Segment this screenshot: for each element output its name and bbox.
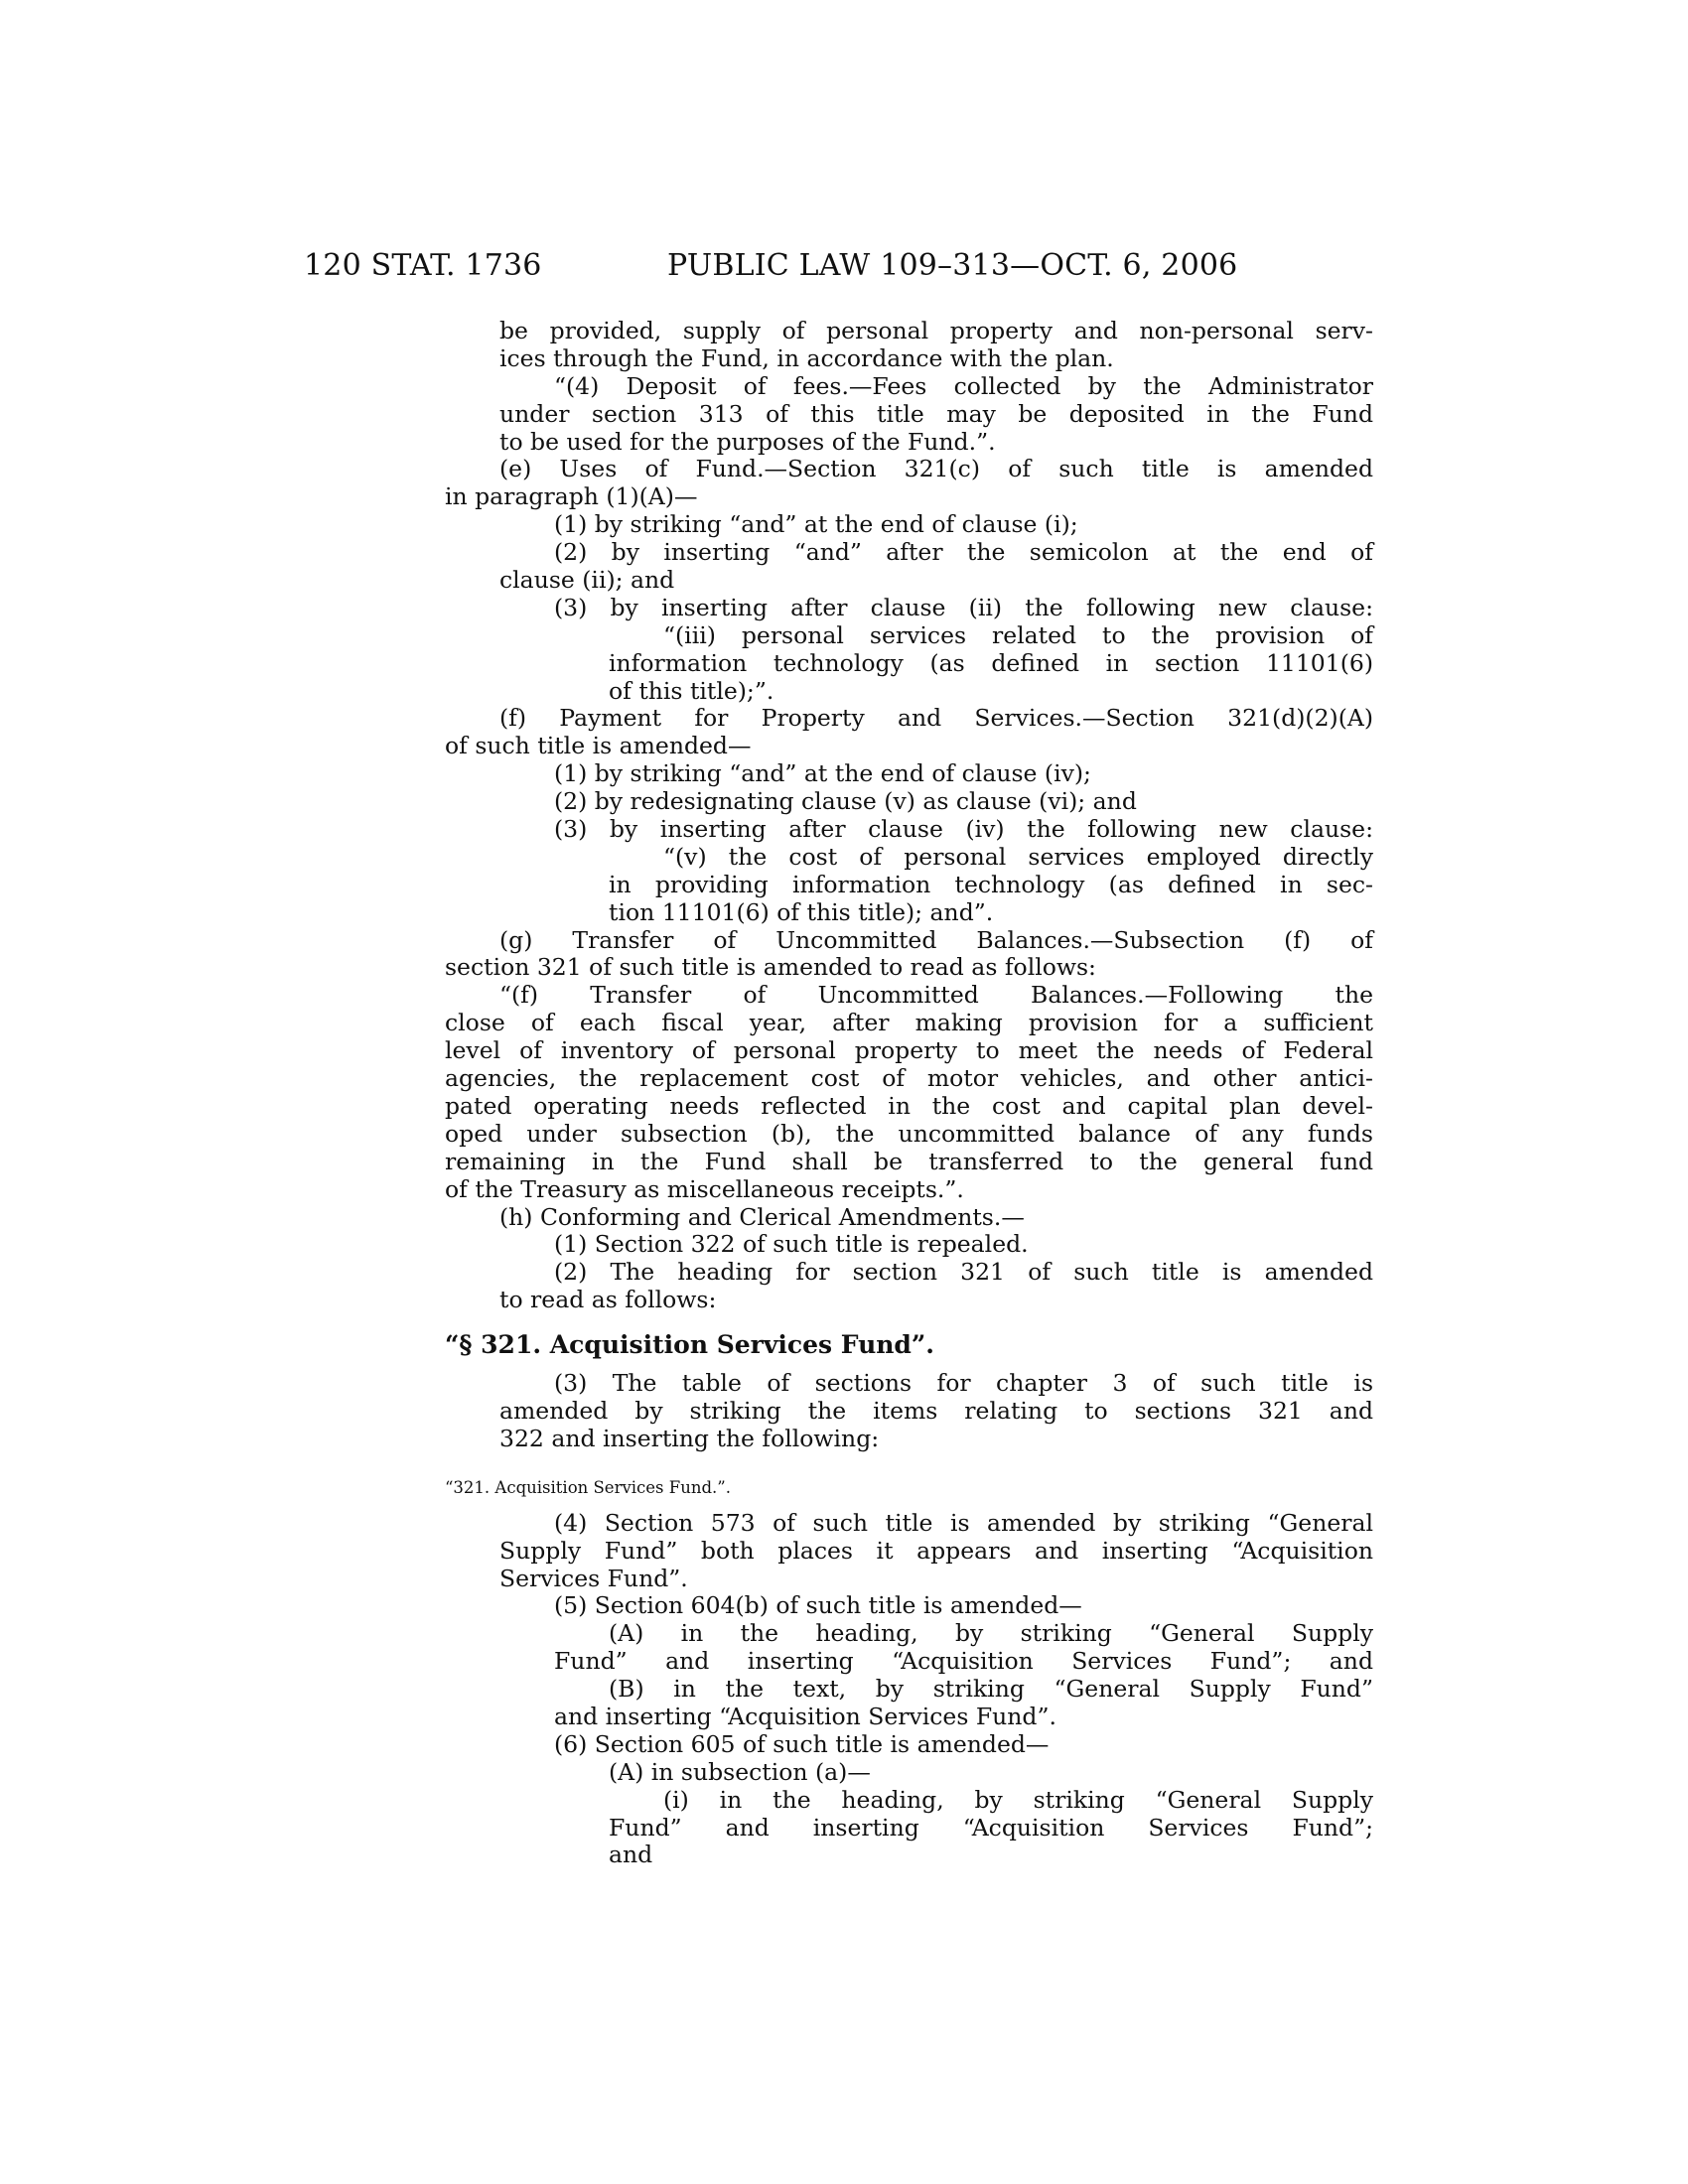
text-line: (3) by inserting after clause (ii) the following new clause:: [554, 593, 1373, 621]
text-line: close of each fiscal year, after making provision for a sufficient: [445, 1009, 1373, 1037]
text-line: of such title is amended—: [445, 732, 752, 760]
text-line: (g) Transfer of Uncommitted Balances.—Subsection (f) of: [499, 925, 1373, 954]
text-line: Fund” and inserting “Acquisition Services Fund”; and: [554, 1647, 1373, 1676]
table-of-sections-entry: “321. Acquisition Services Fund.”.: [445, 1477, 731, 1497]
text-line: ices through the Fund, in accordance with the plan.: [499, 343, 1114, 372]
text-line: (f) Payment for Property and Services.—Section 321(d)(2)(A): [499, 704, 1373, 733]
text-line: in providing information technology (as defined in sec-: [609, 870, 1373, 898]
text-line: be provided, supply of personal property and non-personal serv-: [499, 317, 1373, 344]
text-line: (1) by striking “and” at the end of clause (i);: [554, 510, 1078, 539]
text-line: of the Treasury as miscellaneous receipts.”.: [445, 1174, 964, 1203]
text-line: (1) by striking “and” at the end of clause (iv);: [554, 759, 1091, 788]
text-line: (A) in the heading, by striking “General Supply: [609, 1619, 1373, 1648]
text-line: pated operating needs reflected in the cost and capital plan devel-: [445, 1091, 1373, 1120]
text-line: (A) in subsection (a)—: [609, 1757, 871, 1786]
text-line: under section 313 of this title may be deposited in the Fund: [499, 399, 1373, 428]
text-line: and: [609, 1841, 653, 1869]
text-line: (2) The heading for section 321 of such title is amended: [554, 1258, 1373, 1287]
text-line: (1) Section 322 of such title is repealed.: [554, 1230, 1029, 1259]
text-line: amended by striking the items relating to sections 321 and: [499, 1396, 1373, 1425]
text-line: Services Fund”.: [499, 1564, 688, 1592]
text-line: Supply Fund” both places it appears and inserting “Acquisition: [499, 1536, 1373, 1565]
text-line: to be used for the purposes of the Fund.”.: [499, 427, 996, 456]
text-line: “(iii) personal services related to the provision of: [663, 620, 1373, 649]
text-line: (e) Uses of Fund.—Section 321(c) of such title is amended: [499, 455, 1373, 483]
text-line: “(v) the cost of personal services employed directly: [663, 842, 1373, 871]
section-heading: “§ 321. Acquisition Services Fund”.: [445, 1330, 934, 1360]
text-line: clause (ii); and: [499, 566, 675, 595]
text-line: agencies, the replacement cost of motor vehicles, and other antici-: [445, 1064, 1373, 1093]
text-line: Fund” and inserting “Acquisition Services Fund”;: [609, 1813, 1373, 1842]
text-line: (4) Section 573 of such title is amended by striking “General: [554, 1508, 1373, 1537]
running-header: PUBLIC LAW 109–313—OCT. 6, 2006: [667, 248, 1238, 283]
text-line: (6) Section 605 of such title is amended—: [554, 1729, 1050, 1758]
text-line: information technology (as defined in section 11101(6): [609, 648, 1373, 677]
text-line: (2) by redesignating clause (v) as clause (vi); and: [554, 787, 1137, 816]
text-line: “(f) Transfer of Uncommitted Balances.—Following the: [499, 981, 1373, 1010]
text-line: (2) by inserting “and” after the semicolon at the end of: [554, 538, 1373, 567]
text-line: level of inventory of personal property to meet the needs of Federal: [445, 1036, 1373, 1065]
text-line: section 321 of such title is amended to read as follows:: [445, 953, 1096, 982]
text-line: tion 11101(6) of this title); and”.: [609, 897, 994, 926]
text-line: (3) The table of sections for chapter 3 of such title is: [554, 1369, 1373, 1398]
text-line: of this title);”.: [609, 676, 774, 705]
text-line: in paragraph (1)(A)—: [445, 482, 698, 511]
text-line: (3) by inserting after clause (iv) the following new clause:: [554, 815, 1373, 844]
text-line: (5) Section 604(b) of such title is amended—: [554, 1591, 1082, 1620]
text-line: oped under subsection (b), the uncommitted balance of any funds: [445, 1119, 1373, 1148]
text-line: remaining in the Fund shall be transferred to the general fund: [445, 1147, 1373, 1175]
page-citation: 120 STAT. 1736: [304, 248, 542, 283]
text-line: “(4) Deposit of fees.—Fees collected by the Administrator: [554, 371, 1373, 400]
text-line: (i) in the heading, by striking “General Supply: [663, 1785, 1373, 1814]
text-line: 322 and inserting the following:: [499, 1424, 880, 1452]
text-line: (h) Conforming and Clerical Amendments.—: [499, 1202, 1025, 1231]
text-line: to read as follows:: [499, 1286, 717, 1314]
text-line: (B) in the text, by striking “General Supply Fund”: [609, 1675, 1373, 1704]
text-line: and inserting “Acquisition Services Fund”.: [554, 1702, 1056, 1730]
statute-body: [445, 317, 1373, 1869]
